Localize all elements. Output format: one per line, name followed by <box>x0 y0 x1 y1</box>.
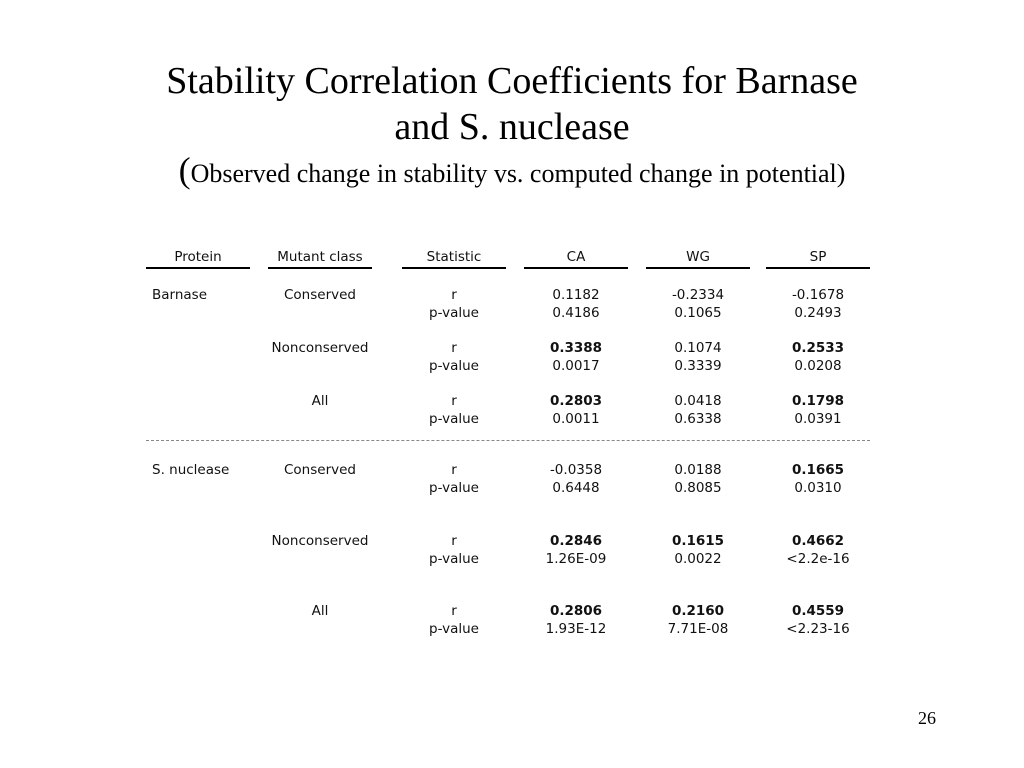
wg-pvalue: 0.0022 <box>674 551 722 567</box>
stat-r: r <box>451 603 457 619</box>
sp-pvalue: <2.2e-16 <box>786 551 850 567</box>
stat-r: r <box>451 340 457 356</box>
ca-r: 0.1182 <box>552 287 600 303</box>
wg-r: 0.1615 <box>671 533 725 549</box>
sp-pvalue: 0.2493 <box>794 305 842 321</box>
stat-pvalue: p-value <box>429 411 479 427</box>
ca-r: 0.2806 <box>549 603 603 619</box>
page-number: 26 <box>918 708 936 728</box>
mutant-class-cell: All <box>311 603 329 619</box>
wg-r: 0.1074 <box>674 340 722 356</box>
mutant-class-cell: Conserved <box>284 462 356 478</box>
mutant-class-cell: Nonconserved <box>271 533 369 549</box>
sp-r: 0.4559 <box>791 603 845 619</box>
stat-pvalue: p-value <box>429 621 479 637</box>
wg-r: 0.2160 <box>671 603 725 619</box>
header-sp: SP <box>766 249 870 269</box>
stat-pvalue: p-value <box>429 480 479 496</box>
ca-pvalue: 0.0011 <box>552 411 600 427</box>
title-line-2: and S. nuclease <box>394 106 630 148</box>
ca-r: 0.2846 <box>549 533 603 549</box>
header-ca: CA <box>524 249 628 269</box>
sp-r: 0.2533 <box>791 340 845 356</box>
wg-r: -0.2334 <box>671 287 725 303</box>
wg-r: 0.0188 <box>674 462 722 478</box>
sp-pvalue: 0.0310 <box>794 480 842 496</box>
mutant-class-cell: Conserved <box>284 287 356 303</box>
wg-pvalue: 0.8085 <box>674 480 722 496</box>
mutant-class-cell: All <box>311 393 329 409</box>
header-protein: Protein <box>146 249 250 269</box>
sp-r: 0.1665 <box>791 462 845 478</box>
stat-r: r <box>451 393 457 409</box>
protein-cell: S. nuclease <box>152 462 230 478</box>
wg-pvalue: 7.71E-08 <box>667 621 729 637</box>
ca-pvalue: 0.4186 <box>552 305 600 321</box>
stat-pvalue: p-value <box>429 305 479 321</box>
sp-r: 0.1798 <box>791 393 845 409</box>
protein-cell: Barnase <box>152 287 208 303</box>
stat-r: r <box>451 462 457 478</box>
ca-r: 0.3388 <box>549 340 603 356</box>
wg-pvalue: 0.6338 <box>674 411 722 427</box>
wg-pvalue: 0.1065 <box>674 305 722 321</box>
subtitle-open-paren: ( <box>178 150 191 190</box>
ca-pvalue: 0.0017 <box>552 358 600 374</box>
stat-r: r <box>451 287 457 303</box>
title-line-1: Stability Correlation Coefficients for Barnase <box>166 60 858 102</box>
stat-pvalue: p-value <box>429 551 479 567</box>
section-divider <box>146 440 870 441</box>
sp-r: 0.4662 <box>791 533 845 549</box>
slide-subtitle <box>0 150 1024 194</box>
ca-pvalue: 1.93E-12 <box>545 621 607 637</box>
header-mutant-class: Mutant class <box>268 249 372 269</box>
sp-pvalue: 0.0391 <box>794 411 842 427</box>
stat-r: r <box>451 533 457 549</box>
header-wg: WG <box>646 249 750 269</box>
ca-pvalue: 0.6448 <box>552 480 600 496</box>
sp-r: -0.1678 <box>791 287 845 303</box>
subtitle-text: Observed change in stability vs. computed change in potential) <box>190 159 846 188</box>
mutant-class-cell: Nonconserved <box>271 340 369 356</box>
ca-r: -0.0358 <box>549 462 603 478</box>
slide-title <box>0 58 1024 194</box>
wg-r: 0.0418 <box>674 393 722 409</box>
stat-pvalue: p-value <box>429 358 479 374</box>
ca-pvalue: 1.26E-09 <box>545 551 607 567</box>
header-statistic: Statistic <box>402 249 506 269</box>
sp-pvalue: <2.23-16 <box>786 621 850 637</box>
sp-pvalue: 0.0208 <box>794 358 842 374</box>
wg-pvalue: 0.3339 <box>674 358 722 374</box>
ca-r: 0.2803 <box>549 393 603 409</box>
